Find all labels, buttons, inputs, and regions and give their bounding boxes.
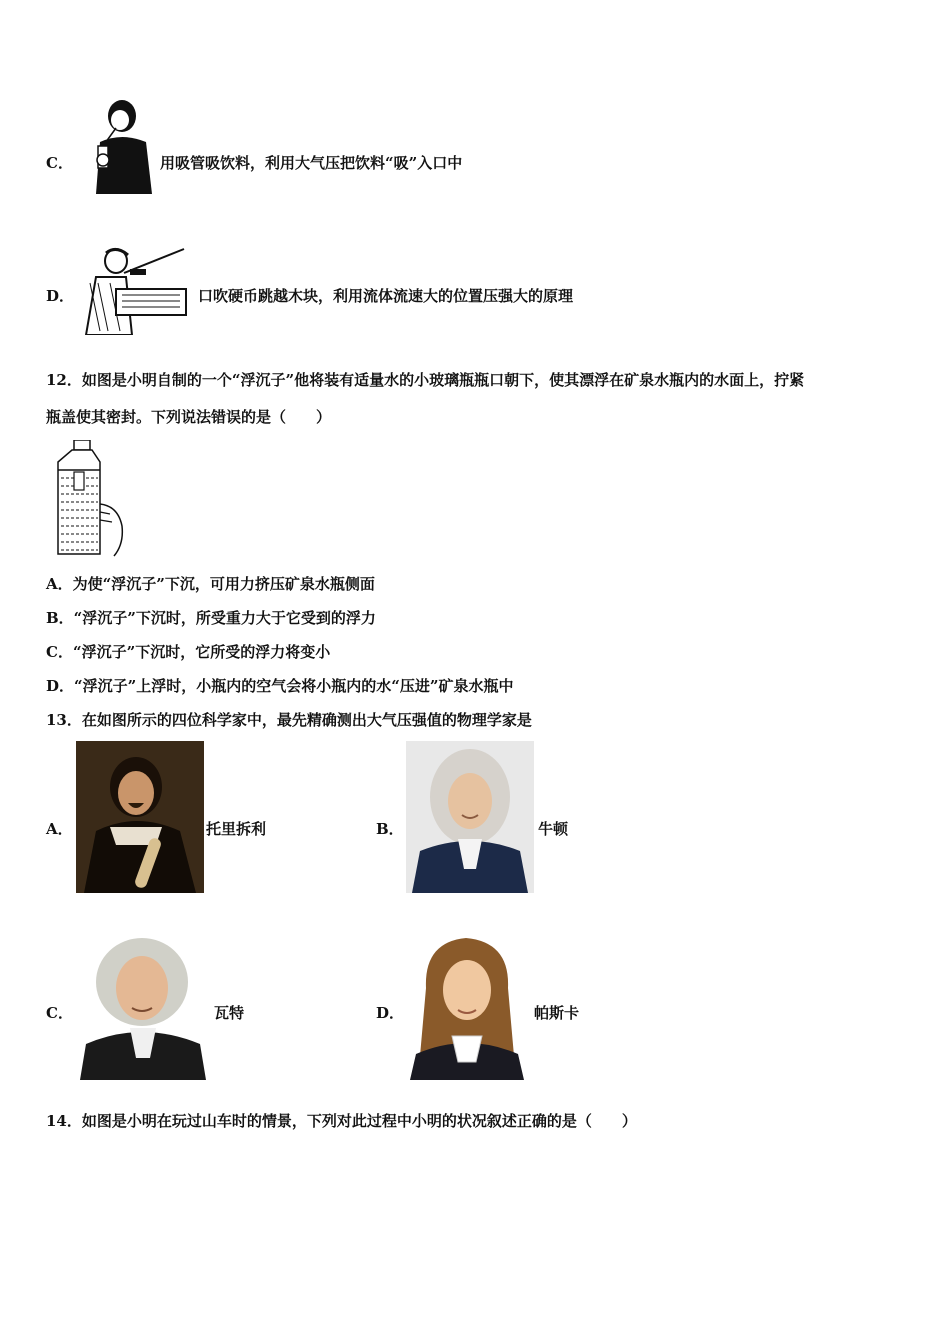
blowing-coin-figure (76, 243, 188, 335)
q13-option-a-name: 托里拆利 (206, 820, 267, 838)
q12-option-b: B．“浮沉子”下沉时，所受重力大于它受到的浮力 (46, 609, 376, 627)
cartesian-diver-bottle-figure (52, 440, 132, 558)
q13-stem: 13．在如图所示的四位科学家中，最先精确测出大气压强值的物理学家是 (46, 711, 532, 729)
q13-option-d-name: 帕斯卡 (534, 1004, 580, 1022)
option-d-letter: D． (46, 287, 75, 305)
option-c-text: 用吸管吸饮料，利用大气压把饮料“吸”入口中 (160, 154, 463, 172)
q12-stem-line2: 瓶盖使其密封。下列说法错误的是（ ） (46, 408, 332, 426)
option-c-letter: C． (46, 154, 73, 172)
boy-drinking-with-straw-figure (80, 98, 158, 194)
q12-option-d: D．“浮沉子”上浮时，小瓶内的空气会将小瓶内的水“压进”矿泉水瓶中 (46, 677, 514, 695)
newton-portrait (406, 741, 534, 893)
torricelli-portrait (76, 741, 204, 893)
q13-option-b-name: 牛顿 (538, 820, 569, 838)
q13-option-b-letter: B． (376, 820, 404, 838)
pascal-portrait (406, 928, 528, 1080)
q12-option-a: A．为使“浮沉子”下沉，可用力挤压矿泉水瓶侧面 (46, 575, 375, 593)
q12-stem-line1: 12．如图是小明自制的一个“浮沉子”他将装有适量水的小玻璃瓶瓶口朝下，使其漂浮在矿泉水瓶内的水面上，拧紧 (46, 371, 805, 389)
q13-option-c-letter: C． (46, 1004, 73, 1022)
option-d-text: 口吹硬币跳越木块，利用流体流速大的位置压强大的原理 (198, 287, 574, 305)
q13-option-d-letter: D． (376, 1004, 405, 1022)
q13-option-a-letter: A． (46, 820, 73, 838)
watt-portrait (76, 928, 210, 1080)
q12-option-c: C．“浮沉子”下沉时，它所受的浮力将变小 (46, 643, 331, 661)
q13-option-c-name: 瓦特 (214, 1004, 245, 1022)
q14-stem: 14．如图是小明在玩过山车时的情景，下列对此过程中小明的状况叙述正确的是（ ） (46, 1112, 637, 1130)
